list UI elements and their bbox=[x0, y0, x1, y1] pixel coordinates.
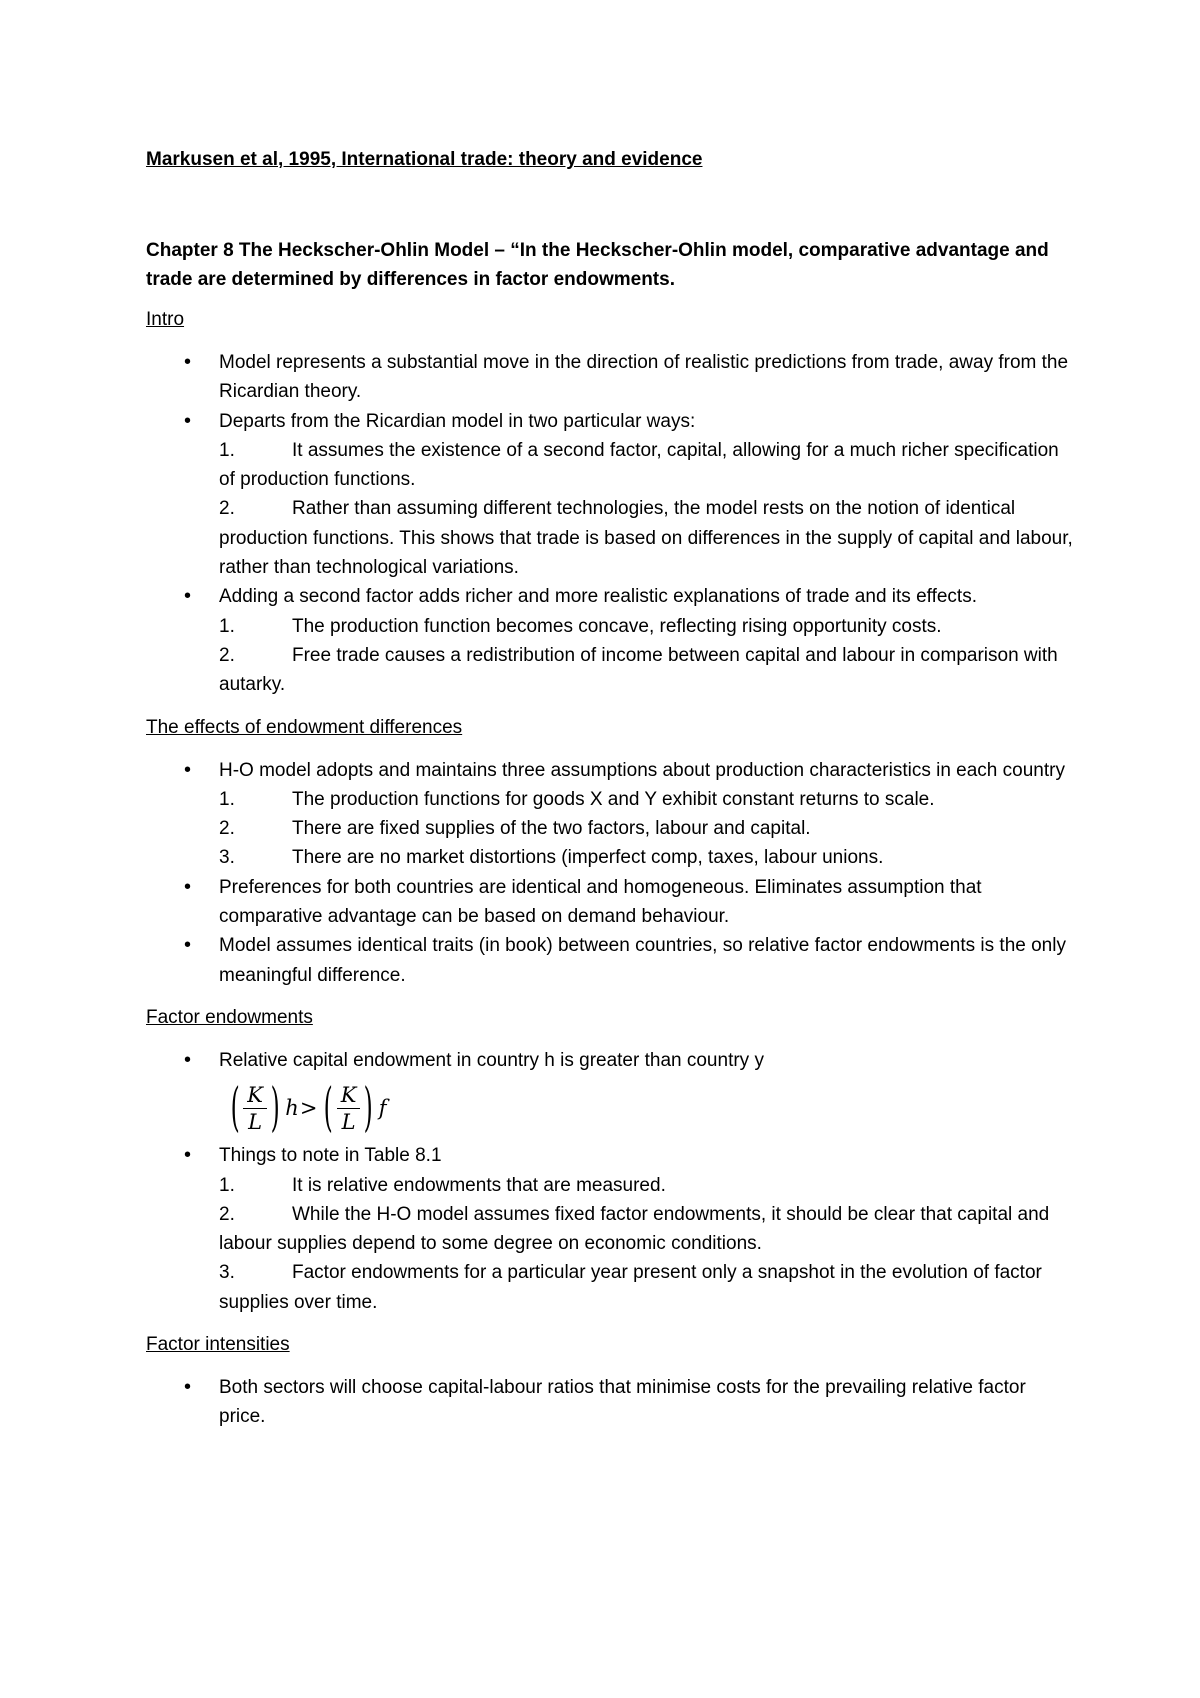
fraction bbox=[337, 1082, 361, 1135]
section-heading-intro: Intro bbox=[146, 309, 185, 330]
left-paren: ( bbox=[230, 1078, 240, 1139]
item-number: 1. bbox=[219, 788, 235, 810]
fraction-numerator: K bbox=[247, 1082, 263, 1107]
section-heading-intensities: Factor intensities bbox=[146, 1334, 290, 1356]
item-number: 1. bbox=[219, 615, 235, 637]
list-item bbox=[146, 1373, 1076, 1432]
numbered-list bbox=[219, 1171, 1076, 1317]
numbered-item bbox=[219, 1200, 1076, 1259]
bullet-text: Adding a second factor adds richer and more realistic explanations of trade and its effects. bbox=[219, 586, 977, 608]
item-text: There are no market distortions (imperfect comp, taxes, labour unions. bbox=[292, 847, 884, 869]
numbered-item bbox=[219, 612, 1076, 641]
list-item bbox=[146, 931, 1076, 990]
effects-list bbox=[146, 756, 1076, 990]
item-number: 2. bbox=[219, 818, 235, 840]
item-text: Rather than assuming different technologies, the model rests on the notion of identical production functions. This shows that trade is based on differences in the supply of capital and labour, rather than technological variations. bbox=[219, 498, 1073, 579]
numbered-item bbox=[219, 785, 1076, 814]
right-paren: ) bbox=[270, 1078, 280, 1139]
country-subscript: f bbox=[378, 1095, 387, 1120]
fraction bbox=[243, 1082, 267, 1135]
item-text: While the H-O model assumes fixed factor endowments, it should be clear that capital and labour supplies depend to some degree on economic conditions. bbox=[219, 1203, 1050, 1255]
list-item bbox=[146, 756, 1076, 873]
list-item bbox=[146, 873, 1076, 932]
fraction-denominator: L bbox=[341, 1109, 356, 1134]
bullet-text: Departs from the Ricardian model in two particular ways: bbox=[219, 410, 696, 432]
item-text: There are fixed supplies of the two factors, labour and capital. bbox=[292, 818, 811, 840]
item-number: 1. bbox=[219, 439, 235, 461]
item-text: The production functions for goods X and Y exhibit constant returns to scale. bbox=[292, 788, 935, 810]
list-item bbox=[146, 582, 1076, 699]
comparison-operator: > bbox=[299, 1095, 318, 1120]
document-title: Markusen et al, 1995, International trade: theory and evidence bbox=[146, 149, 703, 170]
item-number: 2. bbox=[219, 1203, 235, 1225]
numbered-item bbox=[219, 1171, 1076, 1200]
bullet-text: Preferences for both countries are identical and homogeneous. Eliminates assumption that comparative advantage can be based on demand behaviour. bbox=[219, 876, 982, 928]
bullet-text: Both sectors will choose capital-labour ratios that minimise costs for the prevailing relative factor price. bbox=[219, 1377, 1026, 1428]
item-number: 2. bbox=[219, 644, 235, 666]
numbered-item bbox=[219, 436, 1076, 495]
left-paren: ( bbox=[324, 1078, 334, 1139]
item-number: 3. bbox=[219, 847, 235, 869]
bullet-text: Things to note in Table 8.1 bbox=[219, 1145, 442, 1167]
list-item bbox=[146, 407, 1076, 583]
right-paren: ) bbox=[364, 1078, 374, 1139]
endowments-list bbox=[146, 1046, 1076, 1317]
intro-list bbox=[146, 348, 1076, 700]
list-item bbox=[146, 1046, 1076, 1141]
numbered-item bbox=[219, 814, 1076, 843]
bullet-text: H-O model adopts and maintains three assumptions about production characteristics in each country bbox=[219, 759, 1065, 781]
country-subscript: h bbox=[285, 1095, 299, 1120]
numbered-item bbox=[219, 494, 1076, 582]
item-number: 2. bbox=[219, 498, 235, 520]
numbered-list bbox=[219, 785, 1076, 873]
item-text: Free trade causes a redistribution of income between capital and labour in comparison with autarky. bbox=[219, 644, 1058, 696]
list-item bbox=[146, 348, 1076, 407]
section-heading-effects: The effects of endowment differences bbox=[146, 716, 463, 738]
numbered-item bbox=[219, 843, 1076, 872]
numbered-list bbox=[219, 436, 1076, 582]
bullet-text: Relative capital endowment in country h is greater than country y bbox=[219, 1049, 764, 1071]
numbered-list bbox=[219, 612, 1076, 700]
document-page bbox=[146, 146, 1076, 1432]
numbered-item bbox=[219, 641, 1076, 700]
item-text: It assumes the existence of a second factor, capital, allowing for a much richer specification of production functions. bbox=[219, 439, 1059, 491]
item-text: Factor endowments for a particular year present only a snapshot in the evolution of factor supplies over time. bbox=[219, 1262, 1042, 1313]
list-item bbox=[146, 1141, 1076, 1317]
item-text: It is relative endowments that are measured. bbox=[292, 1174, 666, 1196]
fraction-numerator: K bbox=[340, 1082, 357, 1107]
bullet-text: Model assumes identical traits (in book) between countries, so relative factor endowments is the only meaningful difference. bbox=[219, 935, 1066, 986]
section-heading-endowments: Factor endowments bbox=[146, 1006, 313, 1028]
item-number: 1. bbox=[219, 1174, 235, 1196]
bullet-text: Model represents a substantial move in the direction of realistic predictions from trade, away from the Ricardian theory. bbox=[219, 352, 1069, 403]
item-number: 3. bbox=[219, 1262, 235, 1284]
numbered-item bbox=[219, 1258, 1076, 1317]
intensities-list bbox=[146, 1373, 1076, 1432]
capital-labour-ratio-formula bbox=[225, 1075, 1076, 1141]
chapter-heading: Chapter 8 The Heckscher-Ohlin Model – “In the Heckscher-Ohlin model, comparative advantage and trade are determined by differences in factor endowments. bbox=[146, 240, 1049, 290]
item-text: The production function becomes concave, reflecting rising opportunity costs. bbox=[292, 615, 942, 637]
fraction-denominator: L bbox=[248, 1109, 263, 1134]
